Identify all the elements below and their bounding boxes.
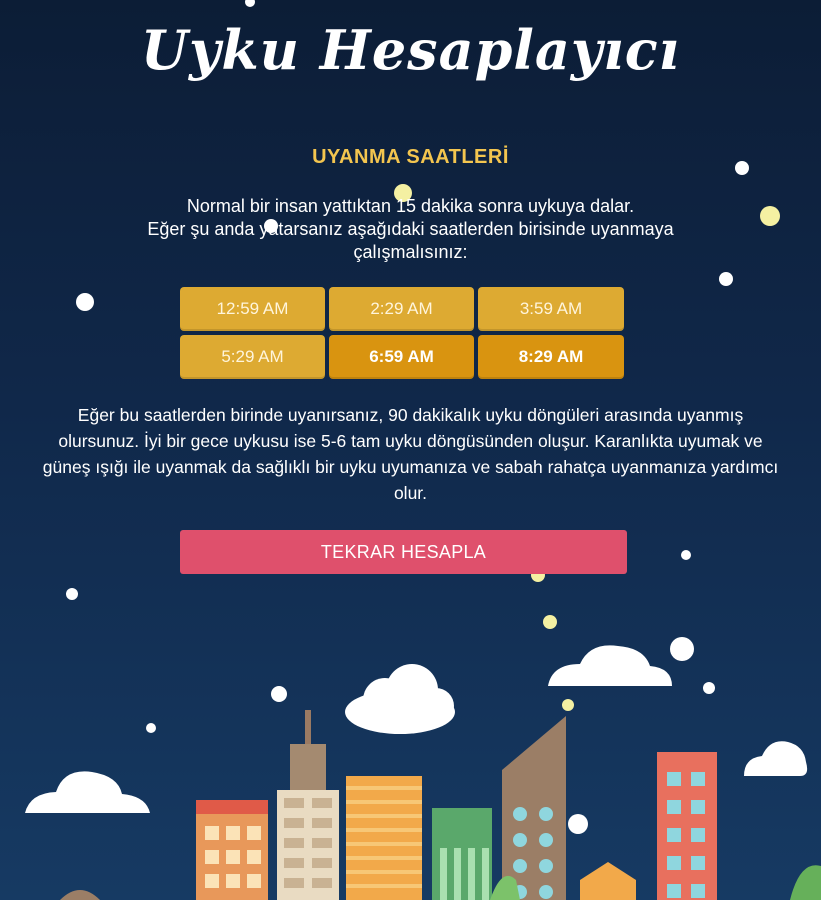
- cloud-icon: [744, 741, 807, 776]
- recalculate-button[interactable]: TEKRAR HESAPLA: [180, 530, 627, 574]
- star-icon: [681, 550, 691, 560]
- cloud-icon: [548, 645, 672, 686]
- star-icon: [568, 814, 588, 834]
- intro-line: Normal bir insan yattıktan 15 dakika sonra uykuya dalar.: [186, 196, 635, 216]
- intro-line: çalışmalısınız:: [353, 242, 468, 262]
- star-icon: [271, 686, 287, 702]
- star-icon: [66, 588, 78, 600]
- star-icon: [146, 723, 156, 733]
- sleep-cycle-info: Eğer bu saatlerden birinde uyanırsanız, 90 dakikalık uyku döngüleri arasında uyanmış olursunuz. İyi bir gece uykusu ise 5-6 tam uyku döngüsünden oluşur. Karanlıkta uyumak ve güneş ışığı ile uyanmak da sağlıklı bir uyku uyumanıza ve sabah rahatça uyanmanıza yardımcı olur.: [42, 405, 779, 503]
- star-icon: [562, 699, 574, 711]
- wake-time-button-recommended[interactable]: 8:29 AM: [478, 335, 624, 379]
- wake-time-button[interactable]: 3:59 AM: [478, 287, 624, 331]
- wake-time-button[interactable]: 5:29 AM: [180, 335, 325, 379]
- star-icon: [760, 206, 780, 226]
- intro-text: [80, 195, 741, 264]
- cloud-icon: [25, 771, 150, 813]
- cloud-icon: [345, 664, 455, 734]
- star-icon: [719, 272, 733, 286]
- wake-time-button[interactable]: 12:59 AM: [180, 287, 325, 331]
- wake-time-button-recommended[interactable]: 6:59 AM: [329, 335, 474, 379]
- star-icon: [543, 615, 557, 629]
- star-icon: [245, 0, 255, 7]
- wake-time-button[interactable]: 2:29 AM: [329, 287, 474, 331]
- star-icon: [703, 682, 715, 694]
- wake-times-heading: UYANMA SAATLERİ: [312, 146, 509, 168]
- intro-line: Eğer şu anda yatarsanız aşağıdaki saatlerden birisinde uyanmaya: [147, 219, 674, 239]
- wake-time-grid: [180, 287, 624, 379]
- star-icon: [670, 637, 694, 661]
- star-icon: [76, 293, 94, 311]
- app-title: Uyku Hesaplayıcı: [140, 18, 681, 82]
- city-skyline-icon: [60, 710, 821, 900]
